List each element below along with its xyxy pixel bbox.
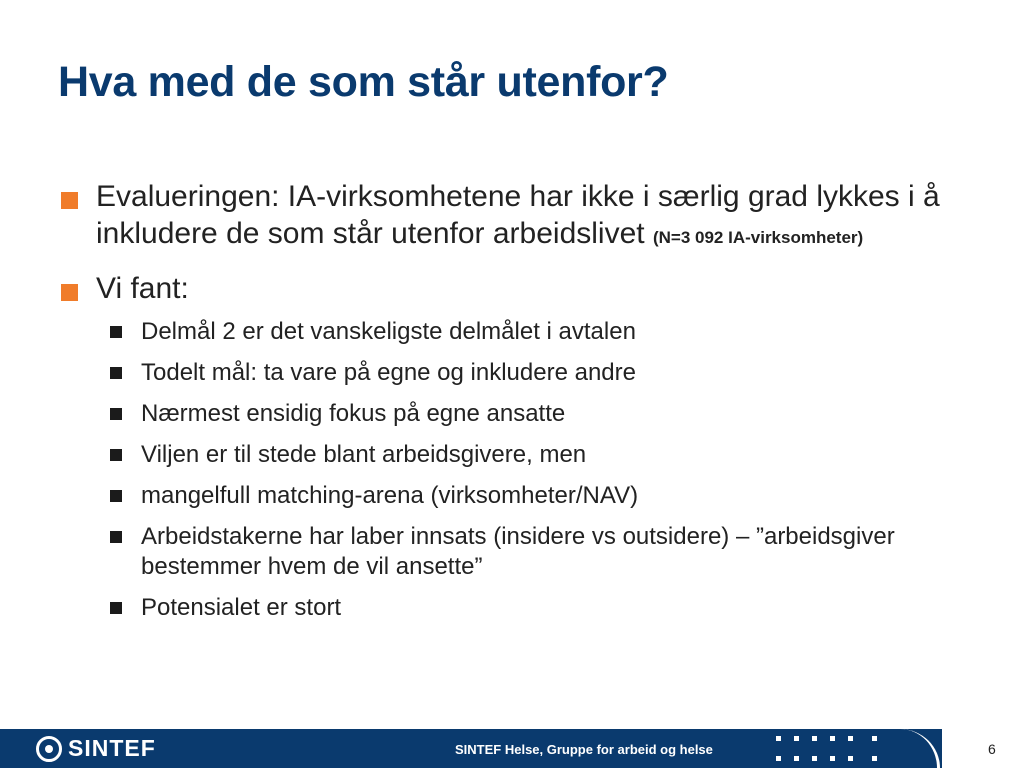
footer-caption: SINTEF Helse, Gruppe for arbeid og helse: [455, 742, 713, 757]
bullet-note: (N=3 092 IA-virksomheter): [652, 228, 864, 247]
list-item: [58, 593, 988, 623]
square-bullet-icon: [110, 490, 122, 502]
list-item-text: Potensialet er stort: [141, 594, 342, 621]
list-item-text: Viljen er til stede blant arbeidsgivere, men: [141, 441, 587, 468]
list-item-text: Delmål 2 er det vanskeligste delmålet i avtalen: [141, 318, 636, 345]
list-item-text: Nærmest ensidig fokus på egne ansatte: [141, 400, 566, 427]
square-bullet-icon: [110, 367, 122, 379]
square-bullet-icon: [110, 602, 122, 614]
list-item: [58, 399, 988, 429]
decorative-arc: [880, 729, 940, 768]
list-item: [58, 522, 988, 582]
square-bullet-icon: [61, 284, 78, 301]
slide-title: Hva med de som står utenfor?: [58, 58, 669, 106]
list-item-text: Todelt mål: ta vare på egne og inkludere andre: [141, 359, 636, 386]
square-bullet-icon: [61, 192, 78, 209]
sintef-logo: [36, 735, 156, 762]
logo-text: SINTEF: [68, 735, 156, 761]
list-item-text: Arbeidstakerne har laber innsats (insidere vs outsidere) – ”arbeidsgiver bestemmer hvem de vil ansette”: [141, 523, 895, 580]
list-item: [58, 358, 988, 388]
page-number-area: [942, 729, 1024, 768]
square-bullet-icon: [110, 531, 122, 543]
list-item-text: mangelfull matching-arena (virksomheter/NAV): [141, 482, 639, 509]
list-item: [58, 317, 988, 347]
bullet-text: Vi fant:: [96, 272, 189, 305]
page-number: 6: [988, 741, 996, 757]
footer-bar: [0, 729, 1024, 768]
bullet-evaluation: [58, 178, 988, 252]
bullet-findings: [58, 270, 988, 307]
list-item: [58, 481, 988, 511]
slide-content: [58, 178, 988, 634]
square-bullet-icon: [110, 326, 122, 338]
square-bullet-icon: [110, 408, 122, 420]
sintef-logo-icon: [36, 736, 62, 762]
bullet-text: Evalueringen: IA-virksomhetene har ikke i særlig grad lykkes i å inkludere de som står utenfor arbeidslivet: [96, 180, 940, 250]
list-item: [58, 440, 988, 470]
findings-list: [58, 317, 988, 623]
dot-pattern-icon: [776, 736, 886, 766]
square-bullet-icon: [110, 449, 122, 461]
